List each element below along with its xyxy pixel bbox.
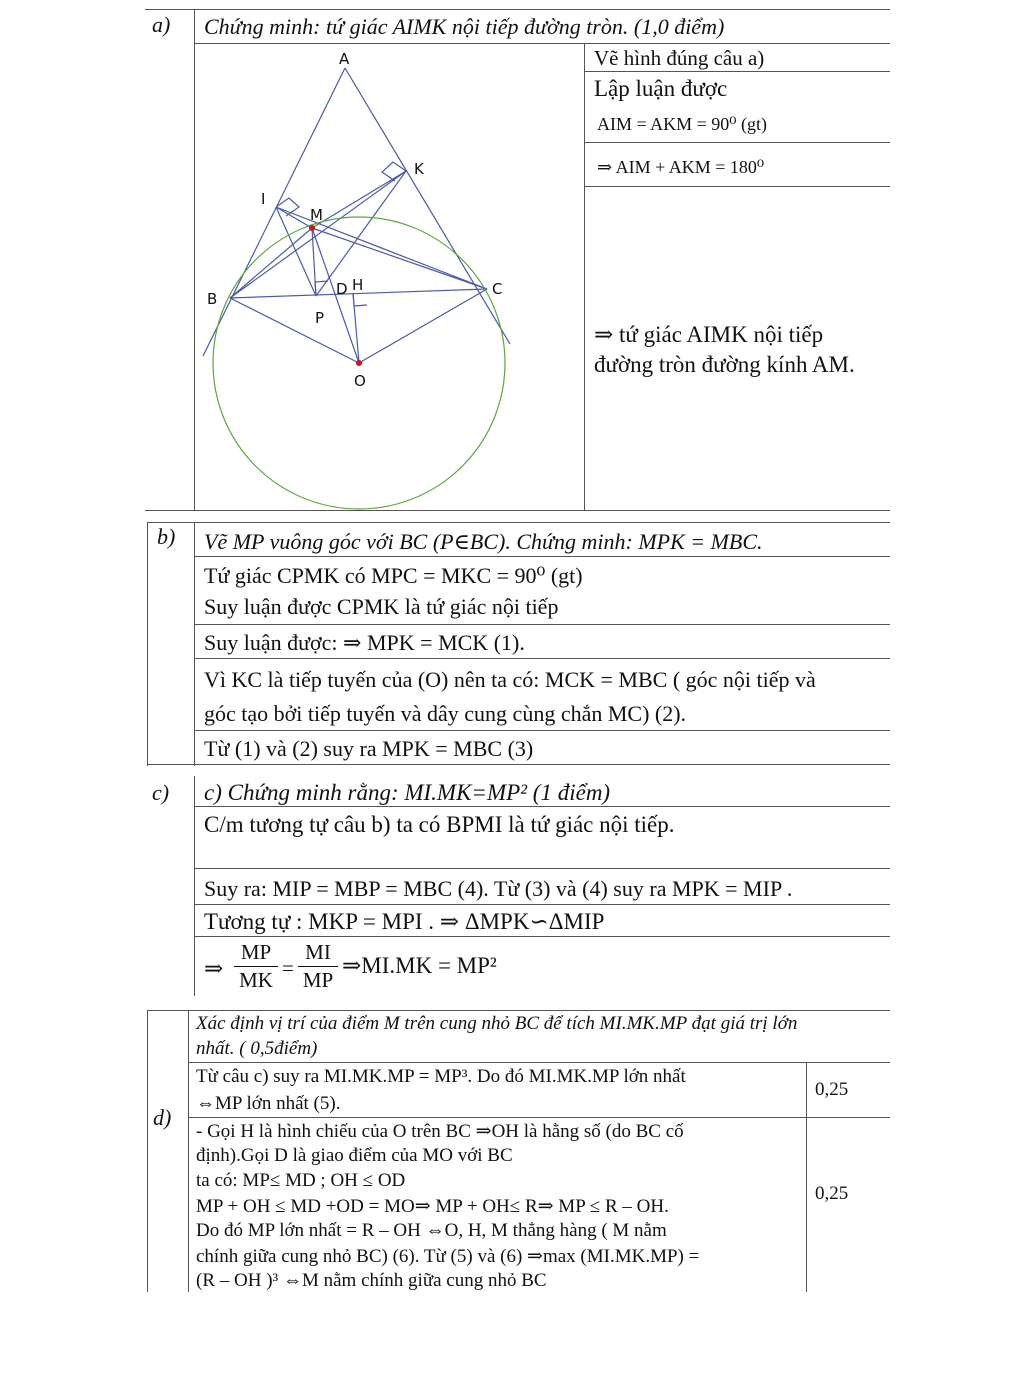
part-d-row1-line2: ⇔MP lớn nhất (5). xyxy=(196,1093,341,1114)
part-b-top-rule xyxy=(147,522,890,523)
part-c-rule-1 xyxy=(194,806,890,807)
part-b-row-2: Suy luận được CPMK là tứ giác nội tiếp xyxy=(204,594,559,619)
part-a-row-rule-3 xyxy=(584,186,890,187)
point-label-p: P xyxy=(315,309,325,327)
fraction-arrow: ⇒ xyxy=(204,956,224,981)
part-a-row-rule-1 xyxy=(584,71,890,72)
fraction-den-2: MP xyxy=(302,968,334,992)
point-o xyxy=(356,360,362,366)
part-d-score-divider xyxy=(806,1062,807,1292)
part-a-row-argue: Lập luận được xyxy=(594,76,728,101)
part-d-row2-line2: định).Gọi D là giao điểm của MO với BC xyxy=(196,1145,513,1166)
fraction-mp-mk xyxy=(234,942,278,991)
part-c-rule-2 xyxy=(194,868,890,869)
part-c-header: c) Chứng minh rằng: MI.MK=MP² (1 điểm) xyxy=(204,780,611,805)
point-label-b: B xyxy=(207,290,218,308)
fraction-num-1: MP xyxy=(240,940,272,964)
point-label-a: A xyxy=(339,50,350,68)
part-b-header: Vẽ MP vuông góc với BC (P∈BC). Chứng minh: MPK = MBC. xyxy=(204,529,763,554)
part-d-divider xyxy=(188,1010,189,1292)
part-d-row2-line6: chính giữa cung nhỏ BC) (6). Từ (5) và (6) ⇒max (MI.MK.MP) = xyxy=(196,1246,700,1267)
part-d-left-rule xyxy=(147,1010,148,1292)
part-c-rule-4 xyxy=(194,936,890,937)
point-label-k: K xyxy=(414,160,424,178)
part-d-row2-line7: (R – OH )³ ⇔M nằm chính giữa cung nhỏ BC xyxy=(196,1270,547,1291)
part-d-row1-line1: Từ câu c) suy ra MI.MK.MP = MP³. Do đó MI.MK.MP lớn nhất xyxy=(196,1066,686,1087)
point-label-i: I xyxy=(261,190,266,208)
fraction-equals: = xyxy=(282,956,294,980)
fraction-mi-mp xyxy=(298,942,338,991)
part-d-rule-2 xyxy=(188,1117,890,1118)
part-c-row-2: Suy ra: MIP = MBP = MBC (4). Từ (3) và (4) suy ra MPK = MIP . xyxy=(204,876,793,901)
part-d-row1-score: 0,25 xyxy=(815,1079,849,1100)
segment-kb xyxy=(230,171,406,298)
part-d-row2-line5: Do đó MP lớn nhất = R – OH ⇔O, H, M thẳng hàng ( M nằm xyxy=(196,1220,667,1241)
part-a-row-conclusion-1: ⇒ tứ giác AIMK nội tiếp xyxy=(594,322,824,347)
part-b-rule-4 xyxy=(194,730,890,731)
part-d-header-2: nhất. ( 0,5điểm) xyxy=(196,1038,318,1059)
fraction-bar-2 xyxy=(298,966,338,967)
fraction-num-2: MI xyxy=(305,940,331,964)
part-c-row-1: C/m tương tự câu b) ta có BPMI là tứ giác nội tiếp. xyxy=(204,812,675,837)
part-b-row-6: Từ (1) và (2) suy ra MPK = MBC (3) xyxy=(204,736,534,761)
part-b-rule-2 xyxy=(194,624,890,625)
part-a-row-angles: AIM = AKM = 90⁰ (gt) xyxy=(597,114,768,134)
part-c-row-3: Tương tự : MKP = MPI . ⇒ ΔMPK∽ΔMIP xyxy=(204,909,605,934)
part-a-row-rule-2 xyxy=(584,142,890,143)
tangent-ac-line xyxy=(345,68,510,344)
fraction-result: ⇒MI.MK = MP² xyxy=(342,953,497,978)
part-b-row-4: Vì KC là tiếp tuyến của (O) nên ta có: MCK = MBC ( góc nội tiếp và xyxy=(204,667,816,692)
point-label-h: H xyxy=(352,276,364,294)
part-d-row2-line4: MP + OH ≤ MD +OD = MO⇒ MP + OH≤ R⇒ MP ≤ R – OH. xyxy=(196,1196,669,1217)
part-a-label: a) xyxy=(152,12,171,37)
part-b-row-3: Suy luận được: ⇒ MPK = MCK (1). xyxy=(204,630,525,655)
part-d-row2-line1: - Gọi H là hình chiếu của O trên BC ⇒OH là hằng số (do BC cố xyxy=(196,1121,684,1142)
part-b-row-5: góc tạo bởi tiếp tuyến và dây cung cùng chắn MC) (2). xyxy=(204,701,687,726)
part-a-header: Chứng minh: tứ giác AIMK nội tiếp đường tròn. (1,0 điểm) xyxy=(204,14,725,39)
point-m xyxy=(309,225,315,231)
part-b-left-rule xyxy=(147,522,148,766)
part-b-label: b) xyxy=(157,524,176,549)
part-c-rule-3 xyxy=(194,904,890,905)
part-b-bottom-rule xyxy=(147,764,890,765)
part-a-row-draw: Vẽ hình đúng câu a) xyxy=(594,46,765,70)
part-d-label: d) xyxy=(153,1105,172,1130)
right-angle-h xyxy=(353,293,367,306)
fraction-bar-1 xyxy=(234,966,278,967)
part-d-row2-line3: ta có: MP≤ MD ; OH ≤ OD xyxy=(196,1170,406,1191)
part-c-divider xyxy=(194,776,195,996)
part-b-rule-1 xyxy=(194,556,890,557)
fraction-den-1: MK xyxy=(239,968,273,992)
part-a-row-sum: ⇒ AIM + AKM = 180⁰ xyxy=(597,157,765,177)
part-b-rule-3 xyxy=(194,658,890,659)
part-d-top-rule xyxy=(147,1010,890,1011)
part-a-bottom-rule xyxy=(145,510,890,511)
part-d-row2-score: 0,25 xyxy=(815,1183,849,1204)
part-a-figure-rule xyxy=(584,43,585,510)
part-a-top-rule xyxy=(145,9,890,10)
segment-mb xyxy=(230,228,312,298)
segment-oc xyxy=(359,289,487,363)
point-label-d: D xyxy=(336,280,348,298)
point-label-m: M xyxy=(310,206,323,224)
part-b-row-1: Tứ giác CPMK có MPC = MKC = 90⁰ (gt) xyxy=(204,563,583,588)
part-a-row-conclusion-2: đường tròn đường kính AM. xyxy=(594,352,855,377)
part-d-rule-1 xyxy=(188,1062,890,1063)
point-label-c: C xyxy=(492,280,503,298)
part-d-header-1: Xác định vị trí của điểm M trên cung nhỏ BC để tích MI.MK.MP đạt giá trị lớn xyxy=(196,1013,798,1034)
point-label-o: O xyxy=(354,372,366,390)
part-c-label: c) xyxy=(152,780,170,805)
geometry-figure xyxy=(195,44,584,510)
